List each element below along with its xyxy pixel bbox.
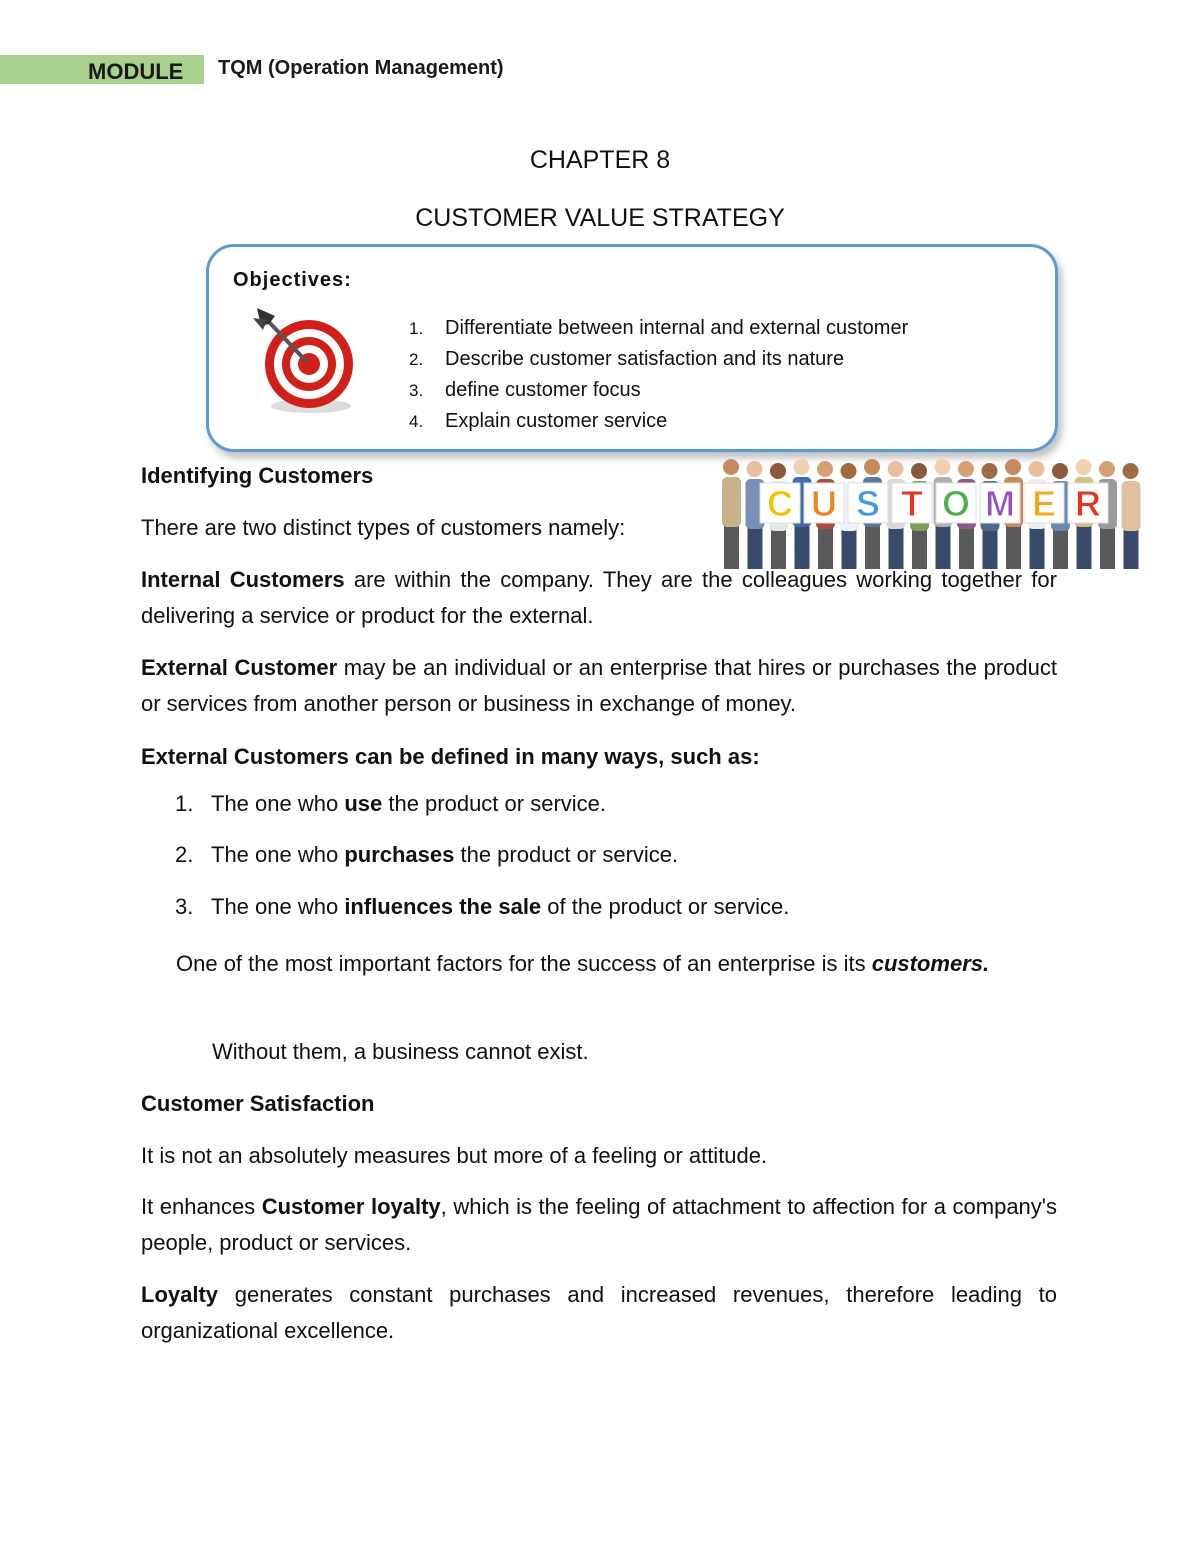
satisfaction-paragraph-1: It is not an absolutely measures but more of a feeling or attitude. xyxy=(141,1143,768,1168)
logo-letter: O xyxy=(941,483,971,524)
without-them-text: Without them, a business cannot exist. xyxy=(212,1039,589,1064)
list-item: 3. The one who influences the sale of the product or service. xyxy=(175,894,790,919)
factor-paragraph: One of the most important factors for the success of an enterprise is its customers. xyxy=(176,951,990,976)
logo-letter: S xyxy=(855,483,881,524)
objective-item: 2. Describe customer satisfaction and its nature xyxy=(409,348,845,370)
module-label: MODULE xyxy=(88,59,184,84)
list-item: 1. The one who use the product or service. xyxy=(175,791,607,816)
objective-item: 3. define customer focus xyxy=(409,379,641,401)
satisfaction-paragraph-2: It enhances Customer loyalty, which is the feeling of attachment to affection for a company's people, product or services. xyxy=(141,1194,1057,1255)
section-heading-satisfaction: Customer Satisfaction xyxy=(141,1091,375,1116)
external-ways-heading: External Customers can be defined in many ways, such as: xyxy=(141,744,760,769)
chapter-number: CHAPTER 8 xyxy=(529,146,671,174)
objective-item: 4. Explain customer service xyxy=(409,410,668,432)
logo-letter: R xyxy=(1075,483,1101,524)
module-title: TQM (Operation Management) xyxy=(218,57,504,79)
external-paragraph: External Customer may be an individual or an enterprise that hires or purchases the product or services from another person or business in exchange of money. xyxy=(141,655,1057,716)
logo-letter: C xyxy=(767,483,793,524)
module-tab xyxy=(0,55,204,84)
logo-letter: E xyxy=(1031,483,1057,524)
intro-text: There are two distinct types of customers namely: xyxy=(141,515,626,540)
objectives-heading: Objectives: xyxy=(233,269,352,291)
objectives-list xyxy=(409,313,908,437)
logo-letter: T xyxy=(901,483,923,524)
objective-item: 1. Differentiate between internal and external customer xyxy=(409,317,909,339)
chapter-title: CUSTOMER VALUE STRATEGY xyxy=(415,204,785,232)
internal-paragraph: Internal Customers are within the company. They are the colleagues working together for delivering a service or product for the external. xyxy=(141,567,1057,628)
objectives-box xyxy=(206,244,1058,452)
logo-letter: M xyxy=(985,483,1015,524)
section-heading-identifying: Identifying Customers xyxy=(141,463,374,488)
list-item: 2. The one who purchases the product or service. xyxy=(175,842,679,867)
dartboard-target-icon xyxy=(249,302,361,417)
logo-letter: U xyxy=(811,483,837,524)
loyalty-paragraph: Loyalty generates constant purchases and increased revenues, therefore leading to organizational excellence. xyxy=(141,1282,1057,1343)
